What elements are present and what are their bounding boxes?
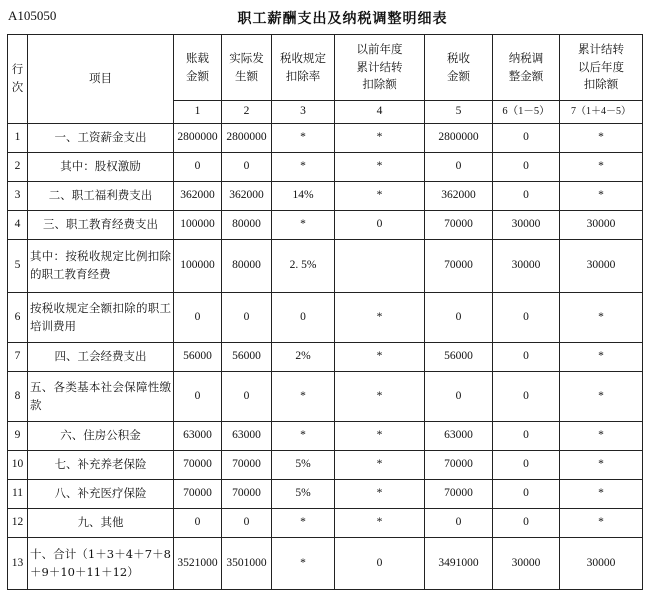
cell-col-7: * xyxy=(560,509,643,538)
cell-col-3: * xyxy=(272,509,335,538)
table-row xyxy=(8,451,643,480)
cell-col-6: 30000 xyxy=(493,211,560,240)
cell-col-1: 70000 xyxy=(174,480,222,509)
cell-col-1: 2800000 xyxy=(174,124,222,153)
table-row xyxy=(8,211,643,240)
cell-col-2: 70000 xyxy=(222,480,272,509)
row-item-label: 四、工会经费支出 xyxy=(28,343,174,372)
cell-col-3: * xyxy=(272,211,335,240)
row-item-label: 按税收规定全额扣除的职工培训费用 xyxy=(28,293,174,343)
cell-col-7: * xyxy=(560,153,643,182)
cell-col-5: 0 xyxy=(425,372,493,422)
table-row xyxy=(8,422,643,451)
form-code: A105050 xyxy=(8,8,57,23)
cell-col-7: * xyxy=(560,124,643,153)
cell-col-6: 0 xyxy=(493,182,560,211)
row-number: 5 xyxy=(8,240,28,293)
header-item: 项目 xyxy=(28,35,174,124)
table-row xyxy=(8,124,643,153)
col-number-6: 6（1－5） xyxy=(493,101,560,124)
cell-col-3: 2% xyxy=(272,343,335,372)
col-number-2: 2 xyxy=(222,101,272,124)
cell-col-5: 63000 xyxy=(425,422,493,451)
cell-col-2: 3501000 xyxy=(222,538,272,590)
cell-col-5: 0 xyxy=(425,509,493,538)
cell-col-4: * xyxy=(335,480,425,509)
cell-col-5: 70000 xyxy=(425,240,493,293)
cell-col-4: * xyxy=(335,293,425,343)
cell-col-3: * xyxy=(272,422,335,451)
header-row-no: 行 次 xyxy=(8,35,28,124)
cell-col-6: 0 xyxy=(493,124,560,153)
cell-col-7: * xyxy=(560,422,643,451)
header-col-1: 账载 金额 xyxy=(174,35,222,101)
col-number-5: 5 xyxy=(425,101,493,124)
cell-col-4: * xyxy=(335,343,425,372)
cell-col-3: * xyxy=(272,153,335,182)
header-row xyxy=(8,35,643,101)
cell-col-3: * xyxy=(272,538,335,590)
cell-col-5: 362000 xyxy=(425,182,493,211)
cell-col-4: * xyxy=(335,182,425,211)
cell-col-1: 3521000 xyxy=(174,538,222,590)
cell-col-3: 5% xyxy=(272,451,335,480)
row-number: 9 xyxy=(8,422,28,451)
cell-col-5: 56000 xyxy=(425,343,493,372)
cell-col-6: 0 xyxy=(493,372,560,422)
row-number: 7 xyxy=(8,343,28,372)
salary-tax-adjustment-table xyxy=(7,34,643,590)
cell-col-3: 2. 5% xyxy=(272,240,335,293)
cell-col-7: * xyxy=(560,182,643,211)
cell-col-7: * xyxy=(560,451,643,480)
table-row xyxy=(8,153,643,182)
table-row xyxy=(8,372,643,422)
cell-col-6: 0 xyxy=(493,422,560,451)
cell-col-6: 0 xyxy=(493,451,560,480)
cell-col-4: * xyxy=(335,422,425,451)
cell-col-2: 0 xyxy=(222,153,272,182)
table-row xyxy=(8,240,643,293)
row-number: 4 xyxy=(8,211,28,240)
cell-col-3: * xyxy=(272,124,335,153)
cell-col-3: 5% xyxy=(272,480,335,509)
cell-col-2: 0 xyxy=(222,372,272,422)
table-row xyxy=(8,509,643,538)
cell-col-6: 0 xyxy=(493,153,560,182)
cell-col-7: * xyxy=(560,293,643,343)
cell-col-5: 70000 xyxy=(425,451,493,480)
cell-col-1: 100000 xyxy=(174,211,222,240)
row-item-label: 八、补充医疗保险 xyxy=(28,480,174,509)
cell-col-6: 30000 xyxy=(493,538,560,590)
cell-col-5: 0 xyxy=(425,293,493,343)
row-number: 10 xyxy=(8,451,28,480)
cell-col-6: 0 xyxy=(493,509,560,538)
header-col-2: 实际发 生额 xyxy=(222,35,272,101)
row-item-label: 七、补充养老保险 xyxy=(28,451,174,480)
cell-col-2: 70000 xyxy=(222,451,272,480)
table-row xyxy=(8,293,643,343)
col-number-3: 3 xyxy=(272,101,335,124)
row-number: 2 xyxy=(8,153,28,182)
cell-col-3: 14% xyxy=(272,182,335,211)
table-row xyxy=(8,343,643,372)
cell-col-1: 0 xyxy=(174,153,222,182)
cell-col-7: * xyxy=(560,480,643,509)
cell-col-6: 0 xyxy=(493,293,560,343)
cell-col-1: 70000 xyxy=(174,451,222,480)
row-item-label: 二、职工福利费支出 xyxy=(28,182,174,211)
cell-col-1: 56000 xyxy=(174,343,222,372)
cell-col-4: * xyxy=(335,124,425,153)
cell-col-6: 30000 xyxy=(493,240,560,293)
row-item-label: 其中：股权激励 xyxy=(28,153,174,182)
col-number-1: 1 xyxy=(174,101,222,124)
cell-col-7: 30000 xyxy=(560,538,643,590)
cell-col-2: 2800000 xyxy=(222,124,272,153)
cell-col-4: 0 xyxy=(335,538,425,590)
row-number: 3 xyxy=(8,182,28,211)
cell-col-3: * xyxy=(272,372,335,422)
table-row xyxy=(8,182,643,211)
cell-col-6: 0 xyxy=(493,343,560,372)
page-title: 职工薪酬支出及纳税调整明细表 xyxy=(237,11,448,27)
cell-col-5: 70000 xyxy=(425,211,493,240)
cell-col-7: * xyxy=(560,372,643,422)
header-col-7: 累计结转 以后年度 扣除额 xyxy=(560,35,643,101)
row-item-label: 其中：按税收规定比例扣除的职工教育经费 xyxy=(28,240,174,293)
cell-col-5: 2800000 xyxy=(425,124,493,153)
cell-col-4: 0 xyxy=(335,211,425,240)
cell-col-7: 30000 xyxy=(560,240,643,293)
row-item-label: 一、工资薪金支出 xyxy=(28,124,174,153)
cell-col-2: 0 xyxy=(222,509,272,538)
cell-col-1: 362000 xyxy=(174,182,222,211)
row-item-label: 五、各类基本社会保障性缴款 xyxy=(28,372,174,422)
table-row xyxy=(8,538,643,590)
cell-col-1: 0 xyxy=(174,293,222,343)
cell-col-1: 63000 xyxy=(174,422,222,451)
cell-col-2: 362000 xyxy=(222,182,272,211)
cell-col-5: 3491000 xyxy=(425,538,493,590)
row-item-label: 六、住房公积金 xyxy=(28,422,174,451)
cell-col-7: 30000 xyxy=(560,211,643,240)
cell-col-2: 63000 xyxy=(222,422,272,451)
table-row xyxy=(8,480,643,509)
row-number: 1 xyxy=(8,124,28,153)
cell-col-1: 100000 xyxy=(174,240,222,293)
col-number-4: 4 xyxy=(335,101,425,124)
cell-col-4: * xyxy=(335,372,425,422)
cell-col-6: 0 xyxy=(493,480,560,509)
cell-col-2: 80000 xyxy=(222,211,272,240)
cell-col-5: 0 xyxy=(425,153,493,182)
cell-col-3: 0 xyxy=(272,293,335,343)
col-number-7: 7（1＋4－5） xyxy=(560,101,643,124)
cell-col-2: 80000 xyxy=(222,240,272,293)
row-number: 6 xyxy=(8,293,28,343)
cell-col-4: * xyxy=(335,451,425,480)
cell-col-2: 56000 xyxy=(222,343,272,372)
header-col-6: 纳税调 整金额 xyxy=(493,35,560,101)
cell-col-4: * xyxy=(335,509,425,538)
row-item-label: 九、其他 xyxy=(28,509,174,538)
row-item-label: 三、职工教育经费支出 xyxy=(28,211,174,240)
cell-col-4: * xyxy=(335,153,425,182)
row-number: 8 xyxy=(8,372,28,422)
row-number: 11 xyxy=(8,480,28,509)
row-item-label: 十、合计（1＋3＋4＋7＋8＋9＋10＋11＋12） xyxy=(28,538,174,590)
header-col-5: 税收 金额 xyxy=(425,35,493,101)
header-col-4: 以前年度 累计结转 扣除额 xyxy=(335,35,425,101)
cell-col-2: 0 xyxy=(222,293,272,343)
cell-col-1: 0 xyxy=(174,509,222,538)
cell-col-5: 70000 xyxy=(425,480,493,509)
header-col-3: 税收规定 扣除率 xyxy=(272,35,335,101)
cell-col-7: * xyxy=(560,343,643,372)
row-number: 12 xyxy=(8,509,28,538)
cell-col-1: 0 xyxy=(174,372,222,422)
row-number: 13 xyxy=(8,538,28,590)
cell-col-4 xyxy=(335,240,425,293)
